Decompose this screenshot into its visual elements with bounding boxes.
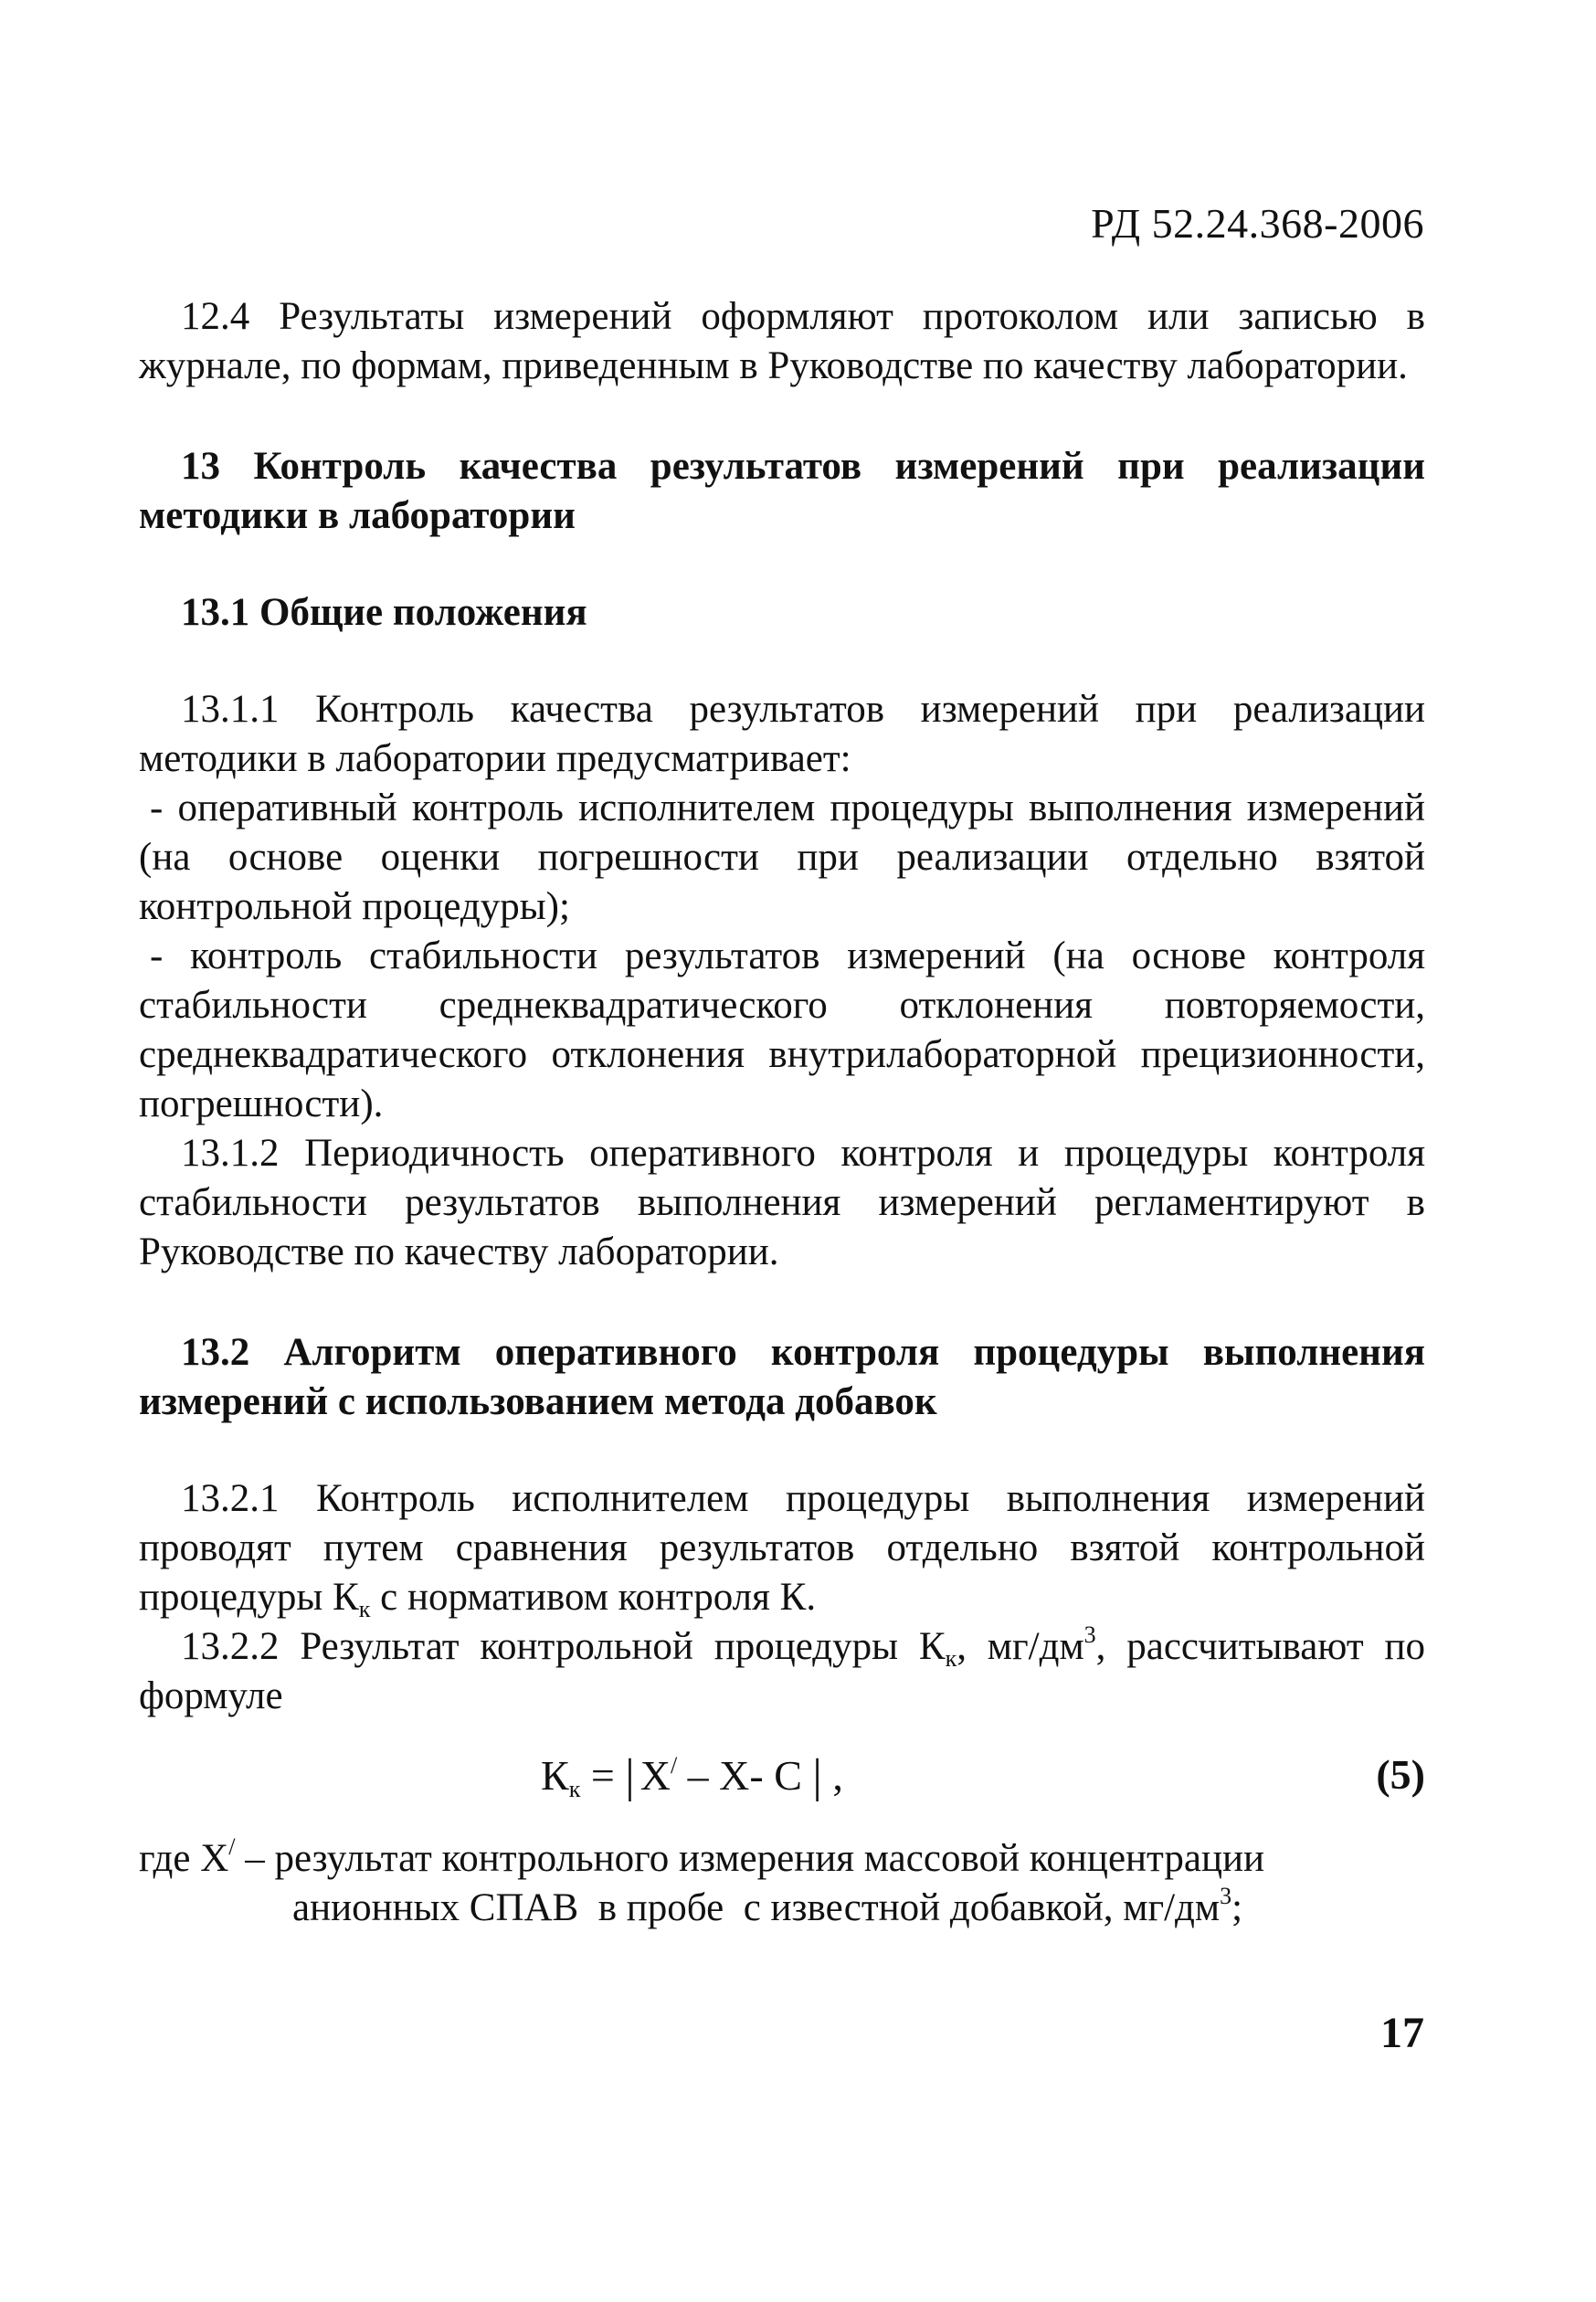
paragraph-13-2-2 bbox=[139, 1622, 1425, 1721]
spacer bbox=[139, 1277, 1425, 1328]
formula-x-prime: X bbox=[639, 1752, 671, 1799]
paragraph-13-2-1-tail: с нормативом контроля К. bbox=[370, 1576, 817, 1619]
formula-prime: / bbox=[670, 1752, 678, 1779]
heading-section-13: 13 Контроль качества результатов измерений при реализации методики в лаборатории bbox=[139, 445, 1425, 537]
subscript-k: к bbox=[358, 1596, 371, 1622]
page-number: 17 bbox=[1380, 2009, 1424, 2057]
formula-trailing-comma: , bbox=[821, 1752, 843, 1799]
paragraph-13-2-1-text: 13.2.1 Контроль исполнителем процедуры выполнения измерений проводят путем сравнения результатов отдельно взятой контрольной процедуры К bbox=[139, 1477, 1425, 1619]
document-code: РД 52.24.368-2006 bbox=[1091, 200, 1424, 247]
paragraph-13-1-1: 13.1.1 Контроль качества результатов измерений при реализации методики в лаборатории предусматривает: bbox=[139, 688, 1425, 780]
heading-section-13-1: 13.1 Общие положения bbox=[181, 591, 587, 634]
formula-abs-left: | bbox=[625, 1750, 635, 1802]
paragraph-13-2-2-tail: , рассчитывают по формуле bbox=[139, 1625, 1425, 1717]
list-item-stability-control: - контроль стабильности результатов измерений (на основе контроля стабильности среднеквадратического отклонения повторяемости, среднеквадратического отклонения внутрилабораторной прецизионности, погрешности). bbox=[139, 935, 1425, 1125]
legend-tail: ; bbox=[1231, 1886, 1243, 1929]
legend-prime: / bbox=[228, 1833, 236, 1860]
legend-text-2: анионных СПАВ в пробе с известной добавкой, мг/дм bbox=[292, 1886, 1221, 1929]
legend-symbol: X bbox=[200, 1837, 229, 1880]
page-content bbox=[139, 292, 1425, 1933]
legend-lead: где bbox=[139, 1837, 201, 1880]
formula-row bbox=[139, 1741, 1425, 1814]
formula-lhs-subscript: к bbox=[568, 1776, 581, 1802]
subscript-k: к bbox=[945, 1645, 957, 1672]
paragraph-13-1-2: 13.1.2 Периодичность оперативного контроля и процедуры контроля стабильности результатов выполнения измерений регламентируют в Руководстве по качеству лаборатории. bbox=[139, 1132, 1425, 1273]
spacer bbox=[139, 541, 1425, 588]
paragraph-13-2-1 bbox=[139, 1474, 1425, 1622]
paragraph-13-2-2-unit: , мг/дм bbox=[957, 1625, 1084, 1668]
formula-equals: = bbox=[580, 1752, 626, 1799]
list-item-operative-control: - оперативный контроль исполнителем процедуры выполнения измерений (на основе оценки погрешности при реализации отдельно взятой контрольной процедуры); bbox=[139, 787, 1425, 928]
paragraph-12-4: 12.4 Результаты измерений оформляют протоколом или записью в журнале, по формам, приведенным в Руководстве по качеству лаборатории. bbox=[139, 295, 1425, 387]
formula-number: (5) bbox=[1376, 1751, 1425, 1798]
legend-line-1 bbox=[139, 1834, 1425, 1884]
legend-line-2 bbox=[139, 1884, 1425, 1933]
formula-5 bbox=[541, 1750, 843, 1800]
spacer bbox=[139, 638, 1425, 685]
heading-section-13-2: 13.2 Алгоритм оперативного контроля процедуры выполнения измерений с использованием метода добавок bbox=[139, 1331, 1425, 1423]
superscript-3: 3 bbox=[1083, 1621, 1096, 1648]
paragraph-13-2-2-text: 13.2.2 Результат контрольной процедуры К bbox=[181, 1625, 946, 1668]
formula-abs-right: | bbox=[812, 1750, 822, 1802]
formula-lhs: К bbox=[541, 1752, 569, 1799]
legend-text-1: – результат контрольного измерения массовой концентрации bbox=[235, 1837, 1264, 1880]
formula-legend bbox=[139, 1834, 1425, 1933]
spacer bbox=[139, 1427, 1425, 1474]
spacer bbox=[139, 391, 1425, 442]
formula-rest: – X- C bbox=[677, 1752, 813, 1799]
legend-superscript: 3 bbox=[1220, 1883, 1232, 1909]
